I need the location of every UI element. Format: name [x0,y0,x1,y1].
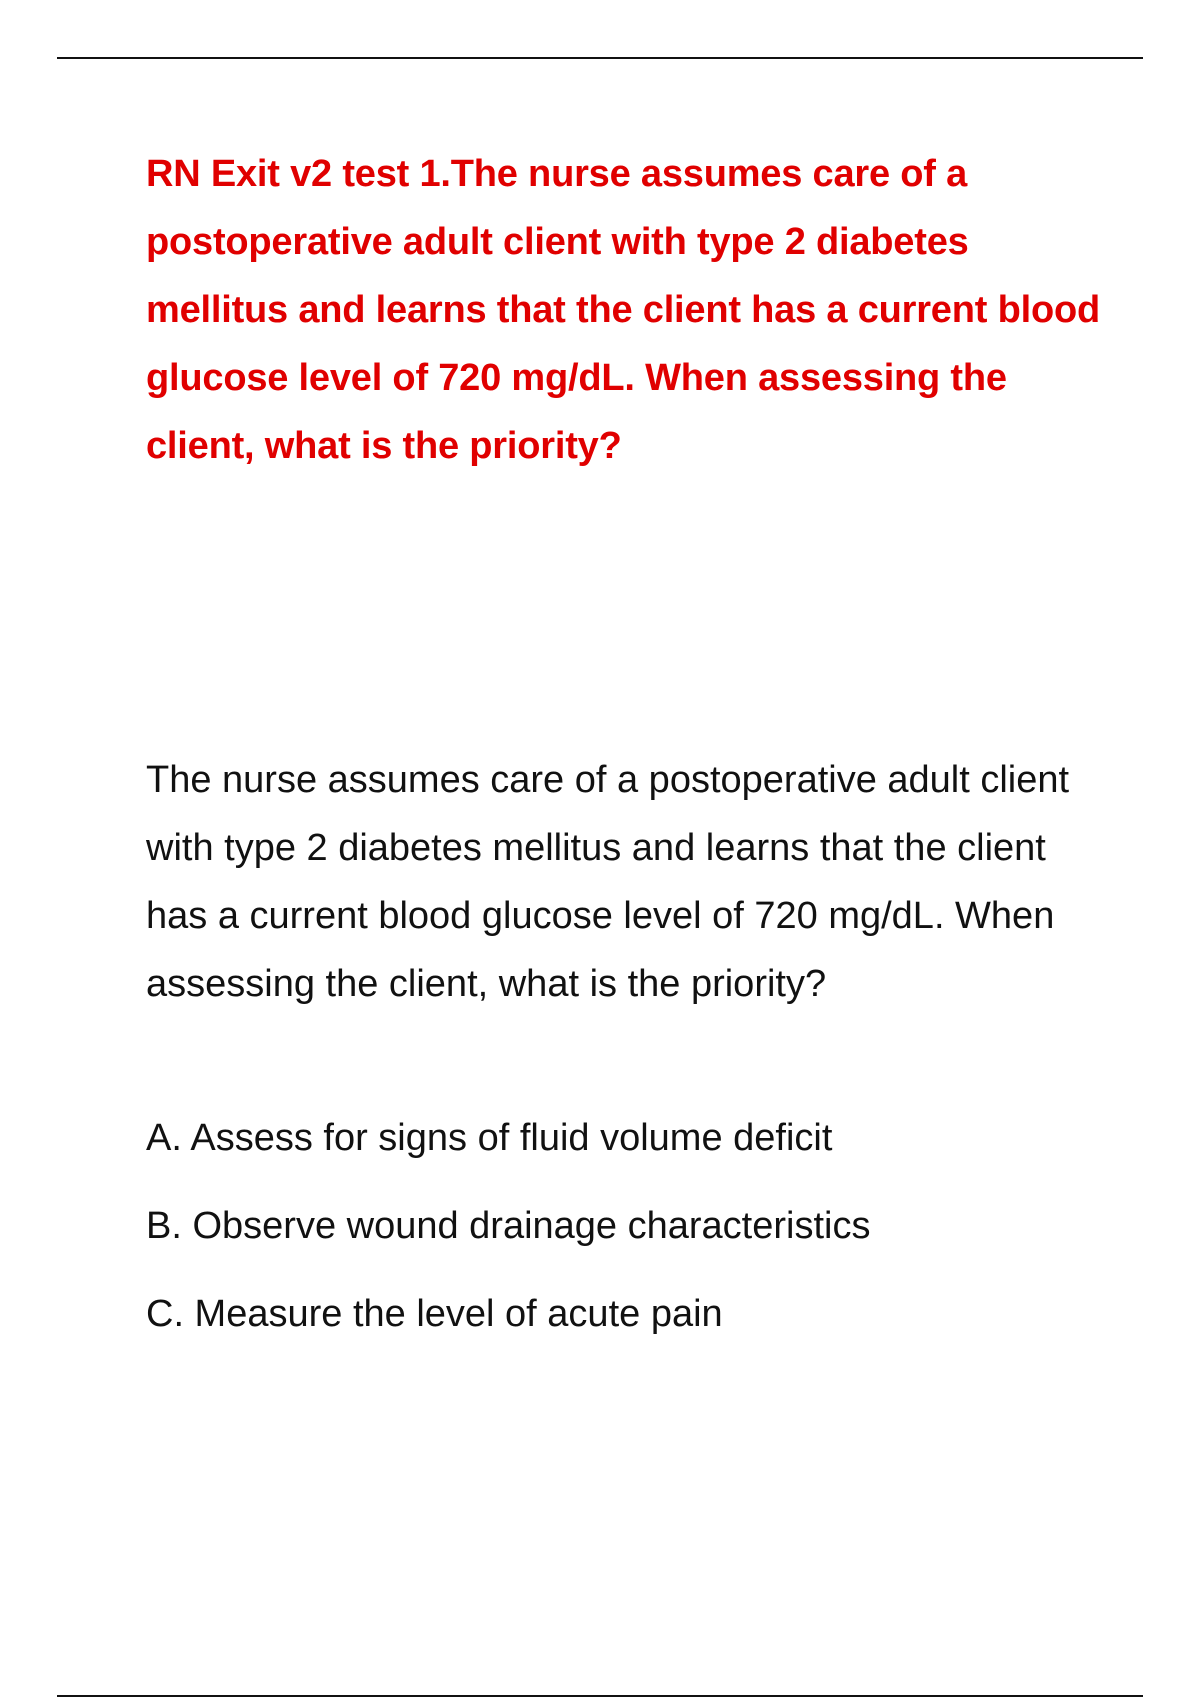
question-body: The nurse assumes care of a postoperative adult client with type 2 diabetes mellitus and learns that the client has a current blood glucose level of 720 mg/dL. When assessing the client, what is the priority? [146,759,1070,1005]
answer-option-c: C. Measure the level of acute pain [146,1293,723,1335]
bottom-horizontal-rule [57,1695,1143,1697]
question-title: RN Exit v2 test 1.The nurse assumes care of a postoperative adult client with type 2 diabetes mellitus and learns that the client has a current blood glucose level of 720 mg/dL. When assessing the client, what is the priority? [146,153,1100,467]
answer-options [146,1104,1106,1368]
answer-option-a: A. Assess for signs of fluid volume deficit [146,1117,833,1159]
answer-option-b: B. Observe wound drainage characteristics [146,1205,871,1247]
top-horizontal-rule [57,57,1143,59]
